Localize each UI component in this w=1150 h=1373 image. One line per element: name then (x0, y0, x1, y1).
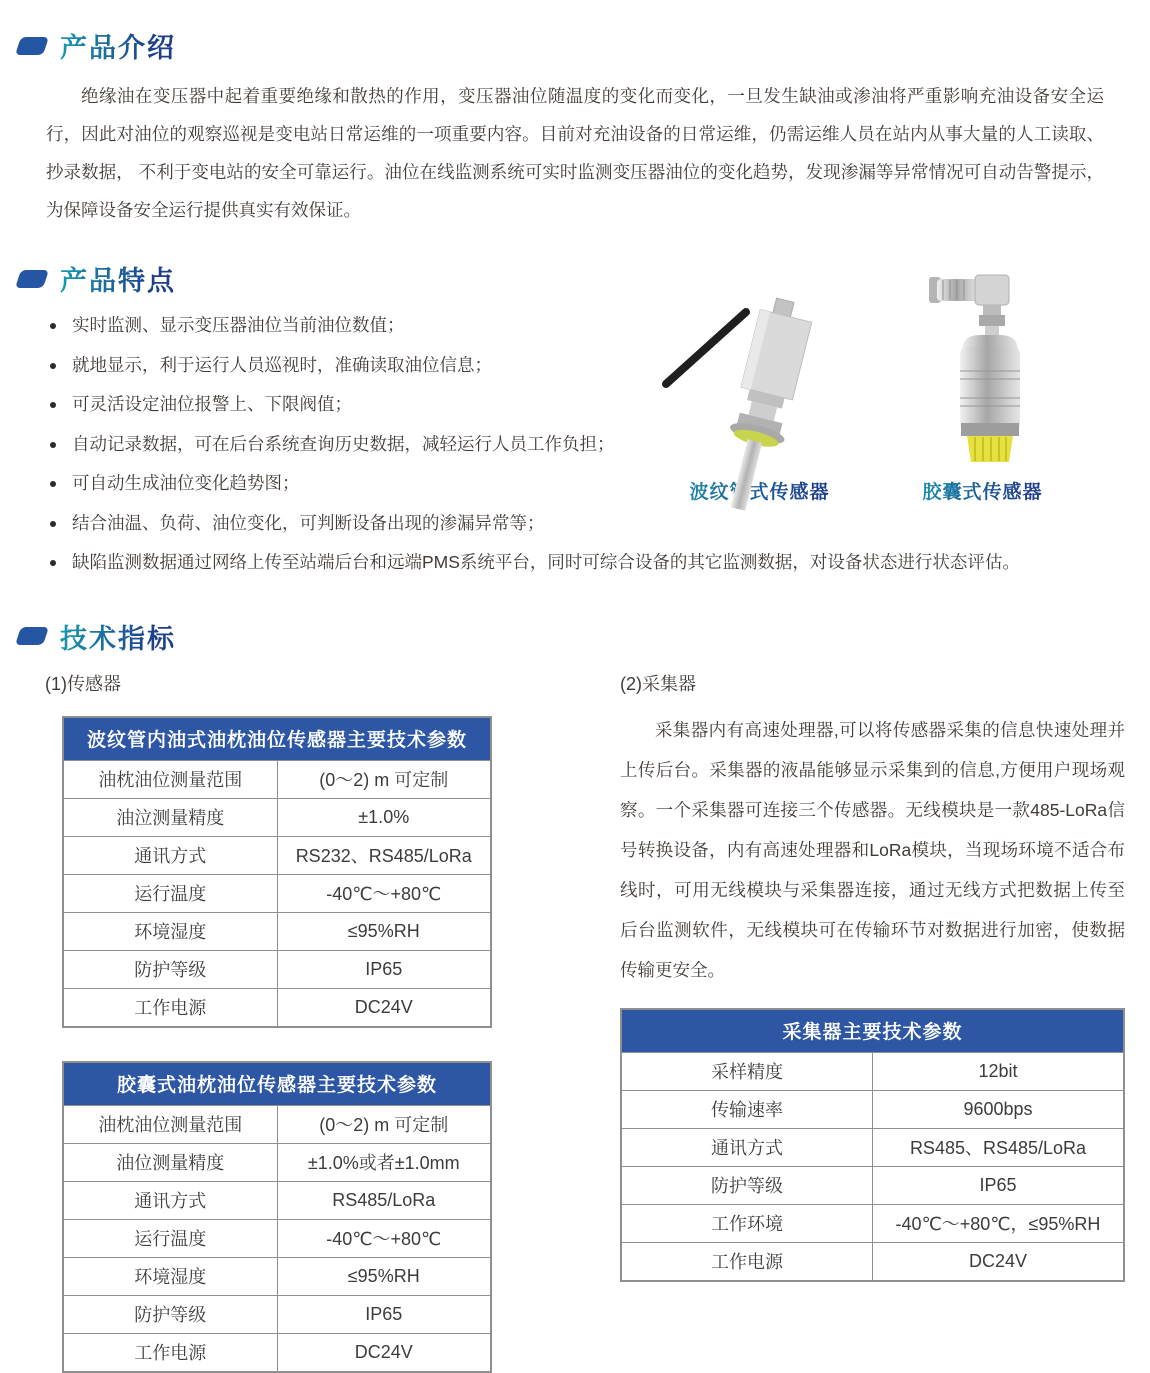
spec-param-value: IP65 (277, 950, 491, 988)
feature-item: 就地显示，利于运行人员巡视时，准确读取油位信息； (48, 346, 1150, 386)
spec-param-label: 工作电源 (621, 1242, 873, 1281)
feature-item: 自动记录数据，可在后台系统查询历史数据，减轻运行人员工作负担； (48, 425, 1150, 465)
features-section-title: 产品特点 (60, 259, 176, 298)
spec-table-row (63, 1257, 491, 1295)
spec-table-row (63, 798, 491, 836)
table-title: 波纹管内油式油枕油位传感器主要技术参数 (63, 717, 491, 761)
section-marker-icon (15, 270, 49, 288)
section-marker-icon (15, 627, 49, 645)
spec-table-row (63, 1143, 491, 1181)
spec-param-value: -40℃～+80℃，≤95%RH (873, 1204, 1125, 1242)
spec-param-label: 环境湿度 (63, 1257, 277, 1295)
bellows-sensor-spec-table (62, 716, 492, 1028)
spec-param-label: 油泣测量精度 (63, 798, 277, 836)
product-figures (652, 271, 1060, 504)
elbow-connector-shape (929, 275, 1009, 337)
spec-param-label: 防护等级 (63, 950, 277, 988)
spec-param-value: 9600bps (873, 1090, 1125, 1128)
spec-param-label: 工作电源 (63, 988, 277, 1027)
spec-param-label: 采样精度 (621, 1052, 873, 1090)
capsule-sensor-spec-table (62, 1061, 492, 1373)
spec-table-row (63, 950, 491, 988)
spec-param-label: 防护等级 (621, 1166, 873, 1204)
collector-paragraph: 采集器内有高速处理器,可以将传感器采集的信息快速处理并上传后台。采集器的液晶能够显示采集到的信息,方便用户现场观察。一个采集器可连接三个传感器。无线模块是一款485-LoRa信号转换设备，内有高速处理器和LoRa模块，当现场环境不适合布线时，可用无线模块与采集器连接，通过无线方式把数据上传至后台监测软件，无线模块可在传输环节对数据进行加密，使数据传输更安全。 (620, 719, 1125, 980)
section-specs (0, 617, 1150, 1373)
table-header-row (621, 1009, 1124, 1053)
spec-param-value: (0～2) m 可定制 (277, 1105, 491, 1143)
feature-item: 可自动生成油位变化趋势图； (48, 464, 1150, 504)
spec-param-label: 环境湿度 (63, 912, 277, 950)
spec-table-row (621, 1166, 1124, 1204)
feature-item: 结合油温、负荷、油位变化，可判断设备出现的渗漏异常等； (48, 504, 1150, 544)
spec-table-row (621, 1052, 1124, 1090)
spec-table-row (63, 836, 491, 874)
spec-table-row (621, 1090, 1124, 1128)
spec-param-label: 防护等级 (63, 1295, 277, 1333)
spec-param-value: (0～2) m 可定制 (277, 760, 491, 798)
feature-item: 实时监测、显示变压器油位当前油位数值； (48, 306, 1150, 346)
bellows-sensor-caption: 波纹管式传感器 (652, 477, 867, 504)
section-features (0, 259, 1150, 583)
spec-param-value: IP65 (873, 1166, 1125, 1204)
capsule-yellow-tip-shape (967, 436, 1013, 462)
spec-param-label: 工作电源 (63, 1333, 277, 1372)
spec-param-label: 通讯方式 (621, 1128, 873, 1166)
spec-param-value: ≤95%RH (277, 1257, 491, 1295)
collector-spec-table (620, 1008, 1125, 1282)
specs-section-title: 技术指标 (60, 617, 176, 656)
spec-param-label: 油枕油位测量范围 (63, 1105, 277, 1143)
spec-param-value: DC24V (873, 1242, 1125, 1281)
table-header-row (63, 717, 491, 761)
capsule-sensor-caption: 胶囊式传感器 (905, 477, 1060, 504)
spec-param-value: ±1.0%或者±1.0mm (277, 1143, 491, 1181)
feature-item: 可灵活设定油位报警上、下限阀值； (48, 385, 1150, 425)
bellows-sensor-image (652, 286, 867, 466)
antenna-shape (666, 312, 746, 384)
specs-section-header (0, 617, 1150, 656)
spec-table-row (63, 760, 491, 798)
spec-table-row (63, 988, 491, 1027)
bellows-sensor-figure (652, 286, 867, 504)
table-title: 采集器主要技术参数 (621, 1009, 1124, 1053)
spec-param-label: 通讯方式 (63, 836, 277, 874)
spec-table-row (63, 1105, 491, 1143)
table-header-row (63, 1062, 491, 1106)
spec-param-value: ≤95%RH (277, 912, 491, 950)
spec-table-row (63, 874, 491, 912)
spec-param-value: -40℃～+80℃ (277, 874, 491, 912)
spec-param-label: 油位测量精度 (63, 1143, 277, 1181)
capsule-sensor-figure (905, 271, 1060, 504)
section-marker-icon (15, 37, 49, 55)
intro-section-header (0, 26, 1150, 65)
spec-table-row (63, 1295, 491, 1333)
spec-param-label: 油枕油位测量范围 (63, 760, 277, 798)
feature-item: 缺陷监测数据通过网络上传至站端后台和远端PMS系统平台，同时可综合设备的其它监测数据，对设备状态进行状态评估。 (48, 543, 1150, 583)
capsule-body-shape (960, 335, 1020, 436)
section-intro (0, 0, 1150, 229)
spec-param-value: 12bit (873, 1052, 1125, 1090)
spec-param-label: 运行温度 (63, 1219, 277, 1257)
spec-param-value: RS232、RS485/LoRa (277, 836, 491, 874)
spec-param-value: ±1.0% (277, 798, 491, 836)
spec-table-row (63, 1333, 491, 1372)
spec-table-row (621, 1242, 1124, 1281)
spec-table-row (63, 912, 491, 950)
spec-param-value: RS485/LoRa (277, 1181, 491, 1219)
spec-param-label: 传输速率 (621, 1090, 873, 1128)
spec-param-value: IP65 (277, 1295, 491, 1333)
spec-param-value: -40℃～+80℃ (277, 1219, 491, 1257)
sensor-specs-column (45, 670, 492, 1373)
spec-param-label: 运行温度 (63, 874, 277, 912)
spec-table-row (63, 1181, 491, 1219)
collector-sub-label: (2)采集器 (620, 673, 696, 694)
collector-specs-column (620, 670, 1125, 1373)
spec-param-value: RS485、RS485/LoRa (873, 1128, 1125, 1166)
specs-columns (0, 670, 1150, 1373)
sensor-sub-label: (1)传感器 (45, 673, 121, 694)
spec-table-row (621, 1204, 1124, 1242)
intro-section-title: 产品介绍 (60, 26, 176, 65)
spec-param-value: DC24V (277, 988, 491, 1027)
spec-table-row (621, 1128, 1124, 1166)
spec-param-label: 工作环境 (621, 1204, 873, 1242)
intro-paragraph: 绝缘油在变压器中起着重要绝缘和散热的作用，变压器油位随温度的变化而变化，一旦发生缺油或渗油将严重影响充油设备安全运行，因此对油位的观察巡视是变电站日常运维的一项重要内容。目前对充油设备的日常运维，仍需运维人员在站内从事大量的人工读取、抄录数据， 不利于变电站的安全可靠运行。油位在线监测系统可实时监测变压器油位的变化趋势，发现渗漏等异常情况可自动告警提示，为保障设备安全运行提供真实有效保证。 (46, 86, 1104, 220)
capsule-sensor-image (905, 271, 1060, 466)
spec-param-value: DC24V (277, 1333, 491, 1372)
spec-param-label: 通讯方式 (63, 1181, 277, 1219)
table-title: 胶囊式油枕油位传感器主要技术参数 (63, 1062, 491, 1106)
spec-table-row (63, 1219, 491, 1257)
